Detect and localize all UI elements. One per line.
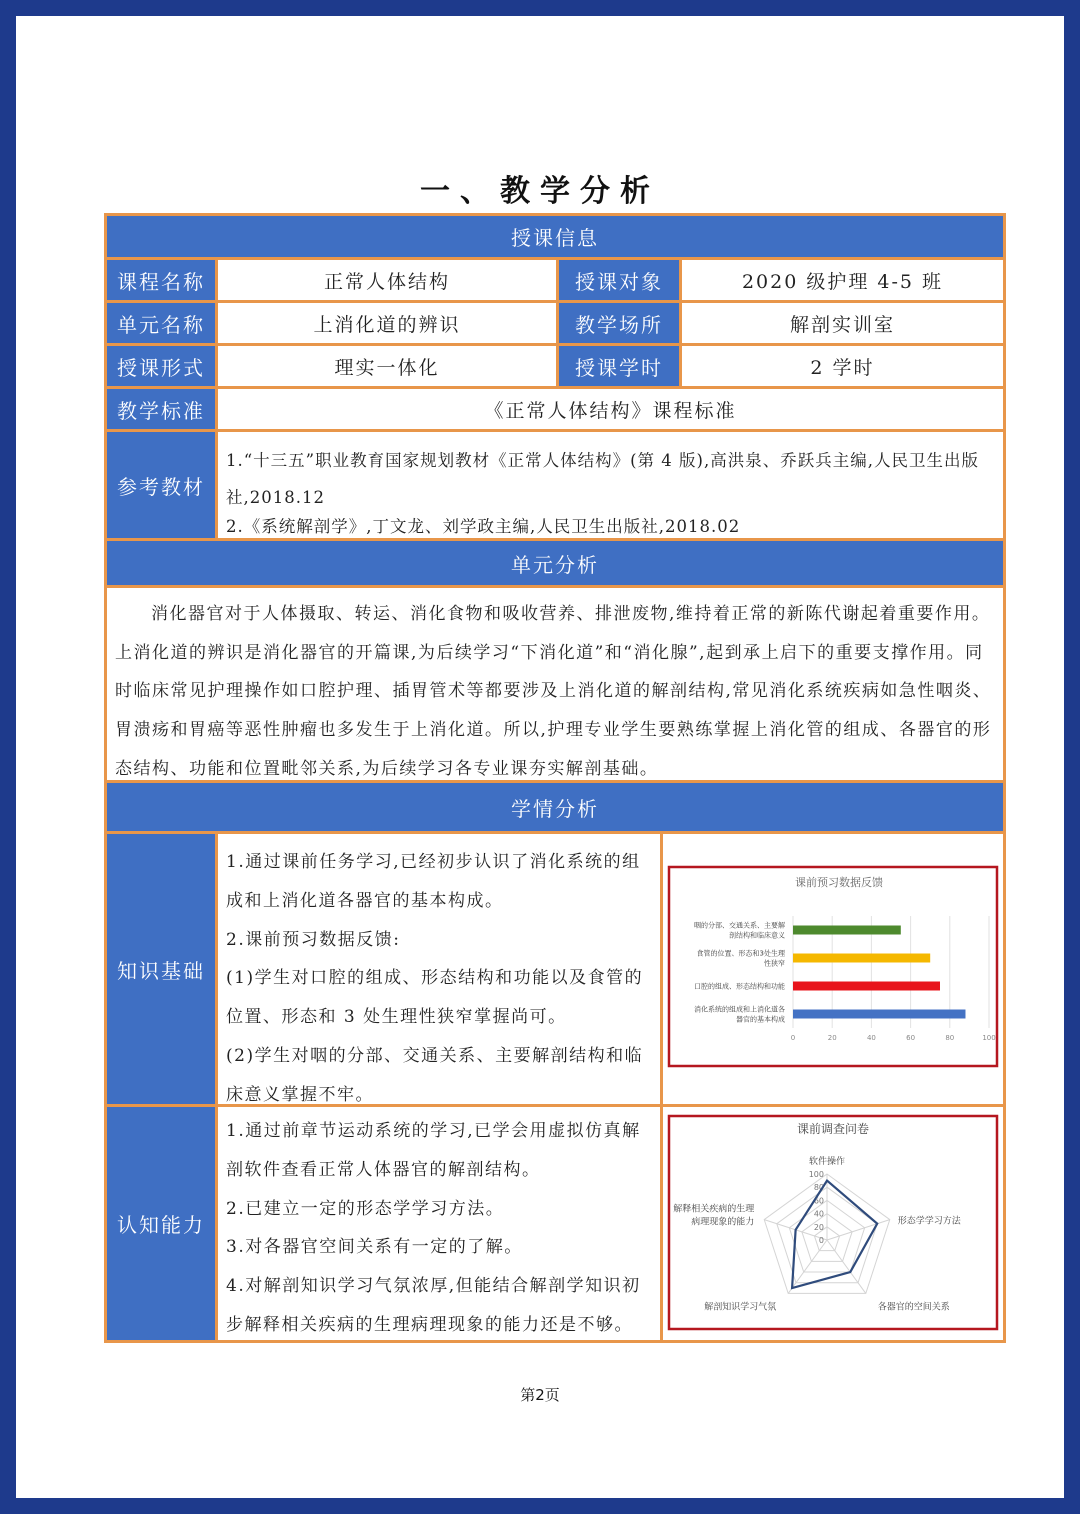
radar-tick-label: 60 xyxy=(813,1196,824,1206)
chart-title: 课前预习数据反馈 xyxy=(795,876,883,889)
survey-radar-chart xyxy=(663,1107,1003,1340)
label-course-name: 课程名称 xyxy=(107,260,215,300)
analysis-table xyxy=(104,213,1006,1343)
cognitive-p4: 4.对解剖知识学习气氛浓厚,但能结合解剖学知识初步解释相关疾病的生理病理现象的能力还是不够。 xyxy=(226,1276,641,1335)
radar-axis-label: 病理现象的能力 xyxy=(691,1217,755,1228)
x-tick-label: 80 xyxy=(945,1034,955,1042)
x-tick-label: 60 xyxy=(906,1034,916,1042)
document-page xyxy=(16,16,1064,1498)
preview-feedback-bar-chart xyxy=(663,834,1003,1104)
radar-axis-label: 解释相关疾病的生理 xyxy=(673,1204,755,1215)
radar-axis-label: 各器官的空间关系 xyxy=(877,1302,950,1313)
cognitive-p1: 1.通过前章节运动系统的学习,已学会用虚拟仿真解剖软件查看正常人体器官的解剖结构。 xyxy=(226,1121,641,1180)
x-tick-label: 40 xyxy=(866,1034,876,1042)
unit-analysis-text: 消化器官对于人体摄取、转运、消化食物和吸收营养、排泄废物,维持着正常的新陈代谢起着重要作用。上消化道的辨识是消化器官的开篇课,为后续学习“下消化道”和“消化腺”,起到承上启下的重要支撑作用。同时临床常见护理操作如口腔护理、插胃管术等都要涉及上消化道的解剖结构,常见消化系统疾病如急性咽炎、胃溃疡和胃癌等恶性肿瘤也多发生于上消化道。所以,护理专业学生要熟练掌握上消化管的组成、各器官的形态结构、功能和位置毗邻关系,为后续学习各专业课夯实解剖基础。 xyxy=(107,588,1003,780)
label-target: 授课对象 xyxy=(559,260,679,300)
reference-1: 1.“十三五”职业教育国家规划教材《正常人体结构》(第 4 版),高洪泉、乔跃兵主编,人民卫生出版社,2018.12 xyxy=(226,451,979,507)
label-hours: 授课学时 xyxy=(559,346,679,386)
radar-axis-label: 解剖知识学习气氛 xyxy=(704,1302,777,1313)
category-label: 口腔的组成、形态结构和功能 xyxy=(694,982,785,991)
page-title: 一、教学分析 xyxy=(420,174,660,209)
bar-chart-cell xyxy=(663,834,1003,1104)
cognitive-p2: 2.已建立一定的形态学学习方法。 xyxy=(226,1198,505,1219)
value-target: 2020 级护理 4-5 班 xyxy=(682,260,1003,300)
knowledge-p1: 1.通过课前任务学习,已经初步认识了消化系统的组成和上消化道各器官的基本构成。 xyxy=(226,852,641,911)
chart-title: 课前调查问卷 xyxy=(796,1122,870,1136)
radar-axis-label: 形态学学习方法 xyxy=(897,1216,961,1227)
cognitive-text xyxy=(218,1107,660,1340)
radar-tick-label: 20 xyxy=(813,1222,824,1232)
section-header-learning-analysis: 学情分析 xyxy=(107,783,1003,831)
radar-axis-label: 软件操作 xyxy=(808,1157,846,1167)
label-unit-name: 单元名称 xyxy=(107,303,215,343)
value-standard: 《正常人体结构》课程标准 xyxy=(218,389,1003,429)
radar-chart-cell xyxy=(663,1107,1003,1340)
label-knowledge: 知识基础 xyxy=(107,834,215,1104)
value-course-name: 正常人体结构 xyxy=(218,260,556,300)
category-label: 器官的基本构成 xyxy=(736,1015,785,1024)
knowledge-p2: 2.课前预习数据反馈: xyxy=(226,929,401,950)
radar-tick-label: 40 xyxy=(813,1209,824,1219)
page-number: 第2页 xyxy=(520,1386,560,1404)
radar-tick-label: 80 xyxy=(813,1183,824,1193)
radar-tick-label: 0 xyxy=(818,1236,824,1245)
knowledge-p3: (1)学生对口腔的组成、形态结构和功能以及食管的位置、形态和 3 处生理性狭窄掌握尚可。 xyxy=(226,968,644,1028)
knowledge-p4: (2)学生对咽的分部、交通关系、主要解剖结构和临床意义掌握不牢。 xyxy=(226,1045,644,1104)
value-format: 理实一体化 xyxy=(218,346,556,386)
bar xyxy=(793,982,940,991)
category-label: 咽的分部、交通关系、主要解 xyxy=(694,921,785,930)
value-hours: 2 学时 xyxy=(682,346,1003,386)
x-tick-label: 0 xyxy=(790,1034,796,1042)
x-tick-label: 100 xyxy=(982,1034,996,1042)
label-format: 授课形式 xyxy=(107,346,215,386)
label-venue: 教学场所 xyxy=(559,303,679,343)
knowledge-text xyxy=(218,834,660,1104)
label-standard: 教学标准 xyxy=(107,389,215,429)
reference-2: 2.《系统解剖学》,丁文龙、刘学政主编,人民卫生出版社,2018.02 xyxy=(226,517,741,536)
category-label: 食管的位置、形态和3处生理 xyxy=(696,949,785,958)
bar xyxy=(793,954,930,963)
label-references: 参考教材 xyxy=(107,432,215,538)
category-label: 消化系统的组成和上消化道各 xyxy=(694,1005,785,1014)
radar-tick-label: 100 xyxy=(808,1170,824,1179)
category-label: 剖结构和临床意义 xyxy=(729,931,785,940)
bar xyxy=(793,926,901,935)
section-header-teaching-info: 授课信息 xyxy=(107,216,1003,257)
category-label: 性狭窄 xyxy=(764,959,785,968)
bar xyxy=(793,1010,965,1019)
value-venue: 解剖实训室 xyxy=(682,303,1003,343)
section-header-unit-analysis: 单元分析 xyxy=(107,541,1003,585)
x-tick-label: 20 xyxy=(827,1034,837,1042)
value-unit-name: 上消化道的辨识 xyxy=(218,303,556,343)
label-cognitive: 认知能力 xyxy=(107,1107,215,1340)
cognitive-p3: 3.对各器官空间关系有一定的了解。 xyxy=(226,1237,523,1258)
references-cell xyxy=(218,432,1003,538)
